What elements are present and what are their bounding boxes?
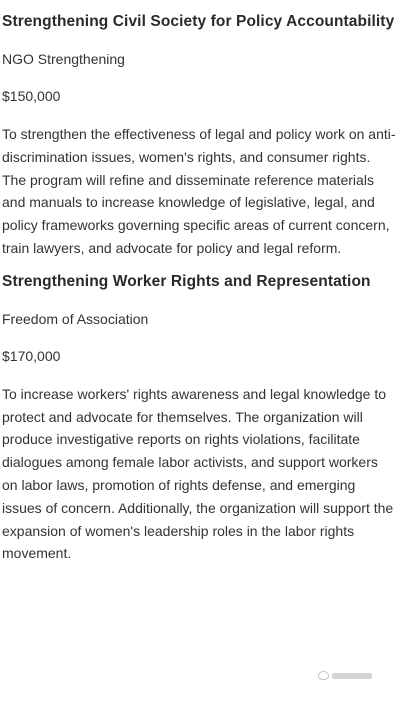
grant-category: Freedom of Association — [2, 310, 149, 327]
watermark — [318, 671, 372, 680]
grant-amount: $150,000 — [2, 88, 61, 104]
grant-entry — [2, 10, 396, 260]
grant-description: To increase workers' rights awareness and legal knowledge to protect and advocate for themselves. The organization will produce investigative reports on rights violations, facilitate dialogues among female labor activists, and support workers on labor laws, promotion of rights defense, and emerging issues of concern. Additionally, the organization will support the expansion of women's leadership roles in the labor rights movement. — [2, 385, 394, 562]
weibo-logo-icon — [318, 671, 329, 680]
grant-category: NGO Strengthening — [2, 51, 125, 67]
grant-description: To strengthen the effectiveness of legal and policy work on anti-discrimination issues, women's rights, and consumer rights. The program will refine and disseminate reference materials and manuals to increase knowledge of legislative, legal, and policy frameworks governing specific areas of current concern, train lawyers, and advocate for policy and legal reform. — [2, 126, 396, 256]
grant-title: Strengthening Civil Society for Policy Accountability — [2, 13, 395, 30]
grant-amount: $170,000 — [2, 347, 61, 364]
grant-title: Strengthening Worker Rights and Representation — [2, 272, 371, 290]
watermark-mark — [332, 673, 372, 679]
grant-entry — [2, 270, 396, 565]
